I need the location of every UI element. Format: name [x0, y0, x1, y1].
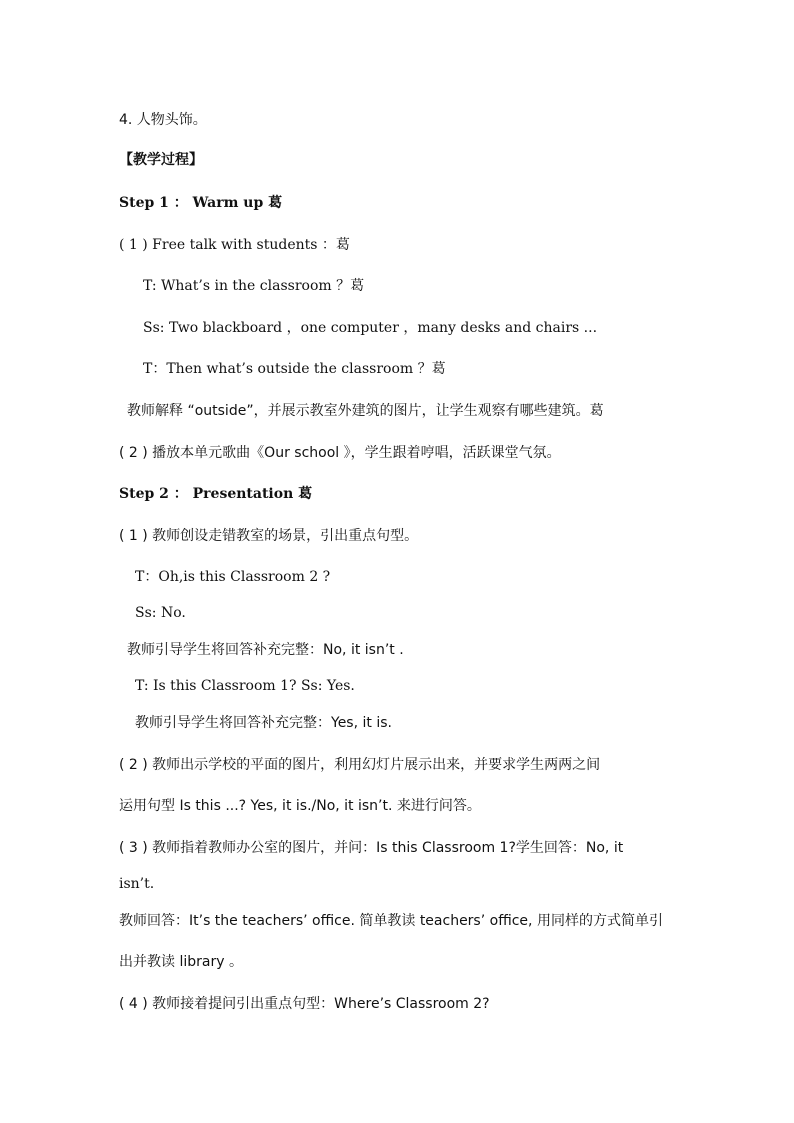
- dialogue-line-exchange: T: Is this Classroom 1? Ss: Yes.: [135, 678, 355, 694]
- dialogue-line-teacher: T: What’s in the classroom ？葛: [143, 278, 365, 294]
- teacher-answer-continued: 出并教读 library 。: [119, 954, 243, 970]
- instruction-paragraph: 教师解释 “outside”，并展示教室外建筑的图片，让学生观察有哪些建筑。葛: [127, 403, 604, 419]
- step-1-item-1: ( 1 ) Free talk with students ：葛: [119, 237, 350, 253]
- instruction-paragraph: 教师引导学生将回答补充完整：No, it isn’t .: [127, 642, 404, 658]
- dialogue-line-teacher: T：Then what’s outside the classroom ？葛: [143, 361, 446, 377]
- step-2-item-3: ( 3 ) 教师指着教师办公室的图片，并问：Is this Classroom 1?学生回答：No, it: [119, 840, 624, 856]
- instruction-paragraph: 教师引导学生将回答补充完整：Yes, it is.: [135, 715, 392, 731]
- step-2-item-2-continued: 运用句型 Is this ...? Yes, it is./No, it isn’t. 来进行问答。: [119, 798, 481, 814]
- step-2-item-4: ( 4 ) 教师接着提问引出重点句型：Where’s Classroom 2?: [119, 996, 490, 1012]
- step-2-item-1: ( 1 ) 教师创设走错教室的场景，引出重点句型。: [119, 528, 419, 544]
- step-1-item-2: ( 2 ) 播放本单元歌曲《Our school 》，学生跟着哼唱，活跃课堂气氛。: [119, 445, 561, 461]
- step-2-heading: Step 2 ： Presentation 葛: [119, 486, 313, 502]
- teacher-answer-paragraph: 教师回答：It’s the teachers’ office. 简单教读 teachers’ office, 用同样的方式简单引: [119, 913, 663, 929]
- dialogue-line-students: Ss: Two blackboard ，one computer ，many desks and chairs ...: [143, 320, 598, 336]
- step-2-item-3-continued: isn’t.: [119, 876, 155, 892]
- dialogue-line-students: Ss: No.: [135, 605, 186, 621]
- step-2-item-2: ( 2 ) 教师出示学校的平面的图片，利用幻灯片展示出来，并要求学生两两之间: [119, 757, 601, 773]
- materials-item-4: 4. 人物头饰。: [119, 112, 207, 128]
- step-1-heading: Step 1 ： Warm up 葛: [119, 195, 283, 211]
- dialogue-line-teacher: T：Oh,is this Classroom 2 ?: [135, 569, 331, 585]
- section-heading-teaching-process: 【教学过程】: [119, 152, 203, 168]
